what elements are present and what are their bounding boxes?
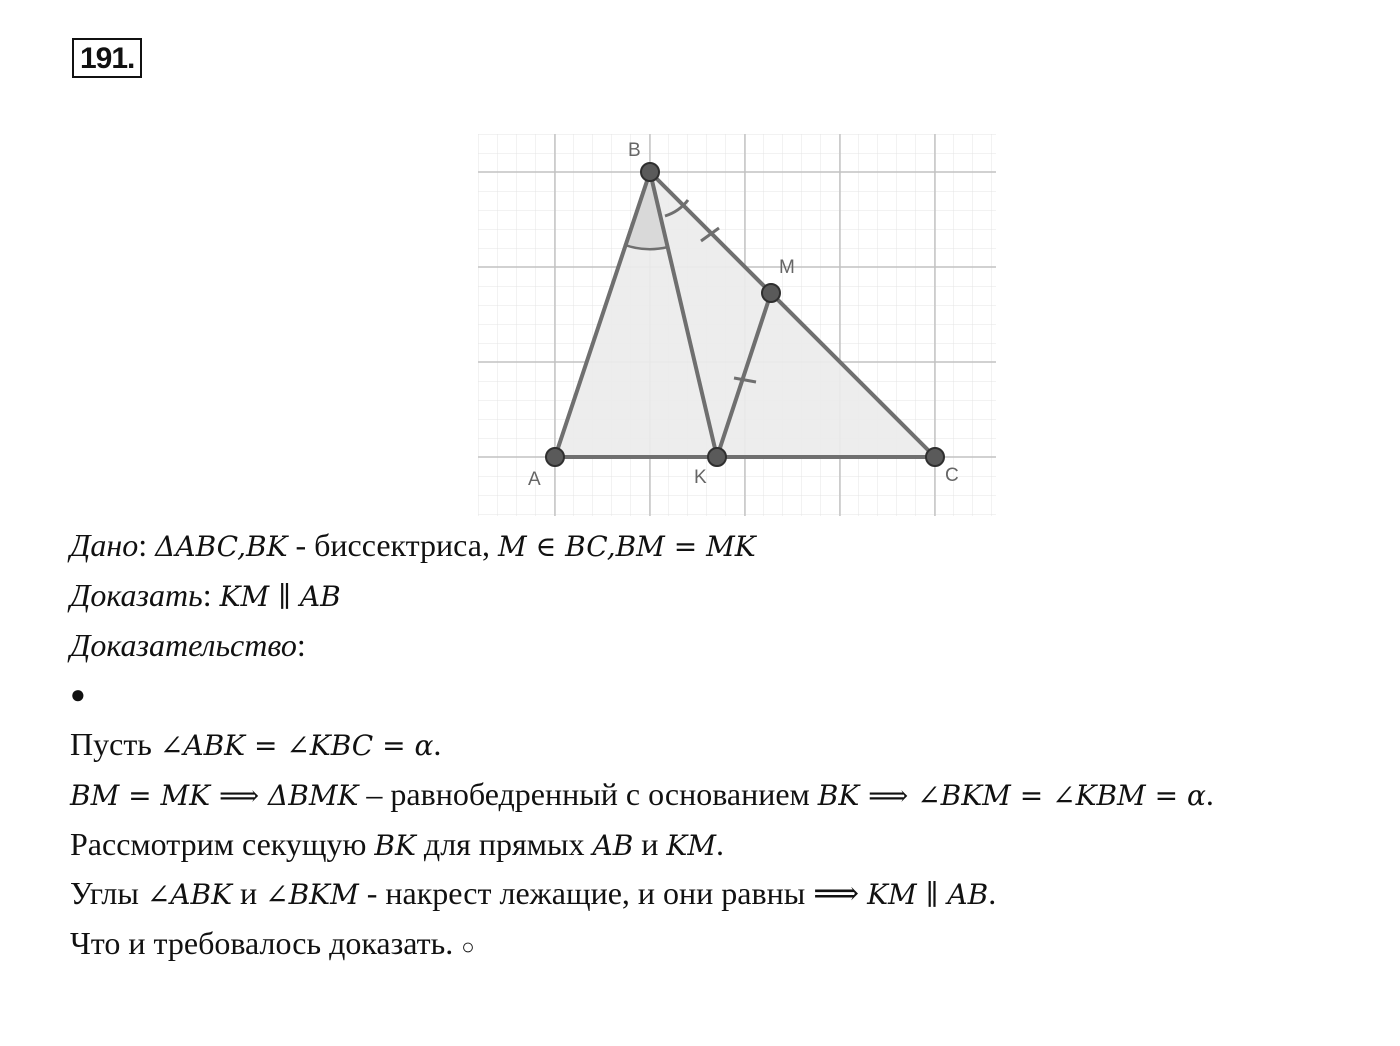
step2-text-2: . [1205,776,1214,812]
prove-math: KM ∥ AB [219,580,341,613]
step4-text-4: . [988,875,997,911]
bullet-point: ● [70,680,86,709]
step1-text-1: Пусть [70,726,160,762]
step4-math-1: ∠ABK [146,878,232,911]
proof-header [70,625,306,665]
step3-text-3: и [633,826,667,862]
step3-text-2: для прямых [415,826,593,862]
given-math-2: M ∈ BC,BM = MK [497,530,756,563]
step4-text-3: - накрест лежащие, и они равны ⟹ [358,875,868,911]
step4-math-3: KM ∥ AB [867,878,989,911]
given-math-1: ΔABC,BK [155,530,288,563]
prove-colon: : [202,577,212,613]
conclusion-text: Что и требовалось доказать. [70,925,462,961]
step4-math-2: ∠BKM [265,878,359,911]
point-b [641,163,659,181]
label-b: B [628,140,641,161]
prove-label: Доказать [70,577,203,613]
label-k: K [694,467,707,488]
proof-step-1 [70,724,441,766]
point-c [926,448,944,466]
step1-math-1: ∠ABK = ∠KBC = α [159,729,434,762]
proof-label: Доказательство [70,627,297,663]
prove-line [70,575,341,617]
label-m: M [779,257,795,278]
point-k [708,448,726,466]
proof-conclusion [70,923,475,967]
proof-step-2 [70,774,1214,816]
step2-math-2: BK ⟹ ∠BKM = ∠KBM = α [817,779,1206,812]
step1-text-2: . [433,726,442,762]
label-a: A [528,469,541,490]
point-m [762,284,780,302]
step4-text-1: Углы [70,875,147,911]
label-c: C [945,465,959,486]
step3-math-3: KM [666,829,716,862]
step4-text-2: и [232,875,266,911]
qed-symbol: ○ [461,934,475,959]
given-text-1: - биссектриса, [287,527,498,563]
proof-step-4 [70,873,996,915]
step3-text-1: Рассмотрим секущую [70,826,375,862]
point-a [546,448,564,466]
step3-text-4: . [716,826,724,862]
problem-number: 191. [72,38,142,78]
step2-math-1: BM = MK ⟹ ΔBMK [70,779,359,812]
step3-math-2: AB [592,829,634,862]
step2-text-1: – равнобедренный с основанием [358,776,818,812]
proof-step-3 [70,824,724,866]
step3-math-1: BK [374,829,416,862]
given-label: Дано [70,527,139,563]
given-line [70,525,756,567]
given-colon: : [138,527,148,563]
triangle-figure [478,134,998,518]
proof-colon: : [296,627,306,663]
